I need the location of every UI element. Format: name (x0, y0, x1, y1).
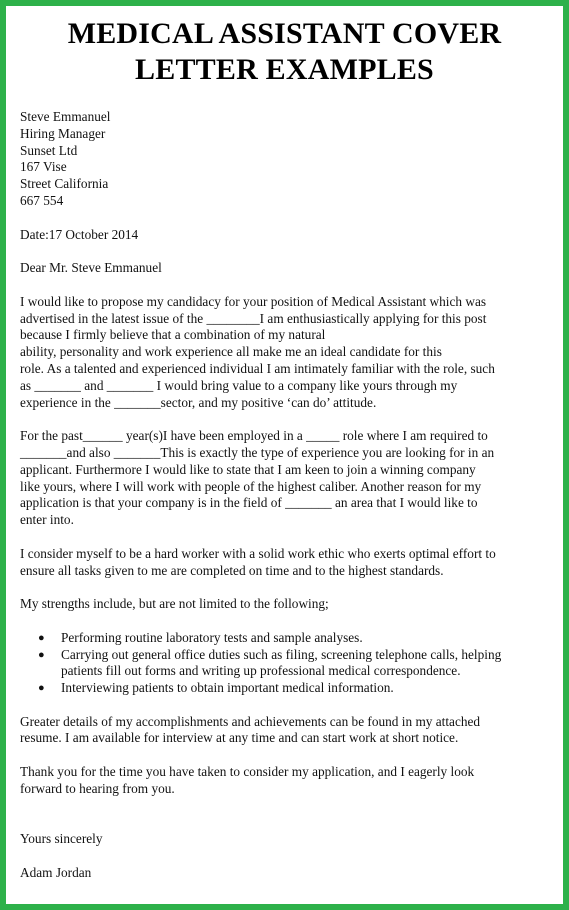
letter-body (20, 109, 549, 882)
recipient-name: Steve Emmanuel (20, 109, 111, 124)
letter-document (20, 16, 549, 894)
paragraph-line: For the past______ year(s)I have been employed in a _____ role where I am required to (20, 428, 488, 444)
paragraph-work-ethic (20, 546, 549, 580)
paragraph-line: forward to hearing from you. (20, 780, 175, 796)
paragraph-line: like yours, where I will work with people of the highest caliber. Another reason for my (20, 478, 482, 494)
paragraph-line: application is that your company is in the field of _______ an area that I would like to (20, 495, 478, 511)
title-line-1: MEDICAL ASSISTANT COVER (67, 17, 502, 50)
list-item (20, 630, 549, 647)
recipient-postcode: 667 554 (20, 192, 64, 208)
strengths-list (20, 630, 549, 697)
paragraph-strengths-intro (20, 596, 549, 613)
bullet-icon: ● (38, 682, 45, 695)
list-item-text: Performing routine laboratory tests and sample analyses. (61, 629, 363, 645)
paragraph-line: ensure all tasks given to me are completed on time and to the highest standards. (20, 562, 444, 578)
recipient-address (20, 109, 549, 210)
paragraph-thanks (20, 764, 549, 798)
paragraph-line: Thank you for the time you have taken to consider my application, and I eagerly look (20, 764, 475, 780)
recipient-company: Sunset Ltd (20, 142, 78, 158)
paragraph-line: experience in the _______sector, and my positive ‘can do’ attitude. (20, 394, 377, 410)
paragraph-line: as _______ and _______ I would bring value to a company like yours through my (20, 377, 458, 393)
list-item-text: Interviewing patients to obtain important medical information. (61, 680, 394, 696)
paragraph-experience (20, 428, 549, 529)
paragraph-line: resume. I am available for interview at any time and can start work at short notice. (20, 730, 459, 746)
list-item-text: Carrying out general office duties such as filing, screening telephone calls, helping (61, 646, 502, 662)
paragraph-line: ability, personality and work experience all make me an ideal candidate for this (20, 344, 442, 360)
paragraph-line: enter into. (20, 512, 74, 528)
recipient-address-line-1: 167 Vise (20, 159, 67, 175)
recipient-title: Hiring Manager (20, 125, 106, 141)
list-item (20, 647, 549, 681)
paragraph-line: because I firmly believe that a combination of my natural (20, 327, 326, 343)
paragraph-line: applicant. Furthermore I would like to state that I am keen to join a winning company (20, 461, 476, 477)
list-item (20, 680, 549, 697)
signature-name: Adam Jordan (20, 864, 92, 880)
paragraph-introduction (20, 294, 549, 412)
paragraph-line: role. As a talented and experienced individual I am intimately familiar with the role, such (20, 360, 495, 376)
recipient-address-line-2: Street California (20, 176, 109, 192)
paragraph-line: _______and also _______This is exactly the type of experience you are looking for in an (20, 444, 495, 460)
paragraph-details (20, 714, 549, 748)
bullet-icon: ● (38, 631, 45, 644)
paragraph-line: My strengths include, but are not limited to the following; (20, 596, 329, 612)
salutation: Dear Mr. Steve Emmanuel (20, 260, 162, 276)
paragraph-line: I consider myself to be a hard worker with a solid work ethic who exerts optimal effort to (20, 545, 496, 561)
list-item-text: patients fill out forms and writing up professional medical correspondence. (61, 663, 461, 679)
paragraph-line: advertised in the latest issue of the ________I am enthusiastically applying for this post (20, 310, 487, 326)
letter-date: Date:17 October 2014 (20, 226, 139, 242)
paragraph-line: Greater details of my accomplishments and achievements can be found in my attached (20, 713, 481, 729)
paragraph-line: I would like to propose my candidacy for your position of Medical Assistant which was (20, 293, 487, 309)
page-title (20, 16, 549, 88)
closing: Yours sincerely (20, 831, 103, 847)
bullet-icon: ● (38, 648, 45, 661)
title-line-2: LETTER EXAMPLES (135, 53, 434, 86)
